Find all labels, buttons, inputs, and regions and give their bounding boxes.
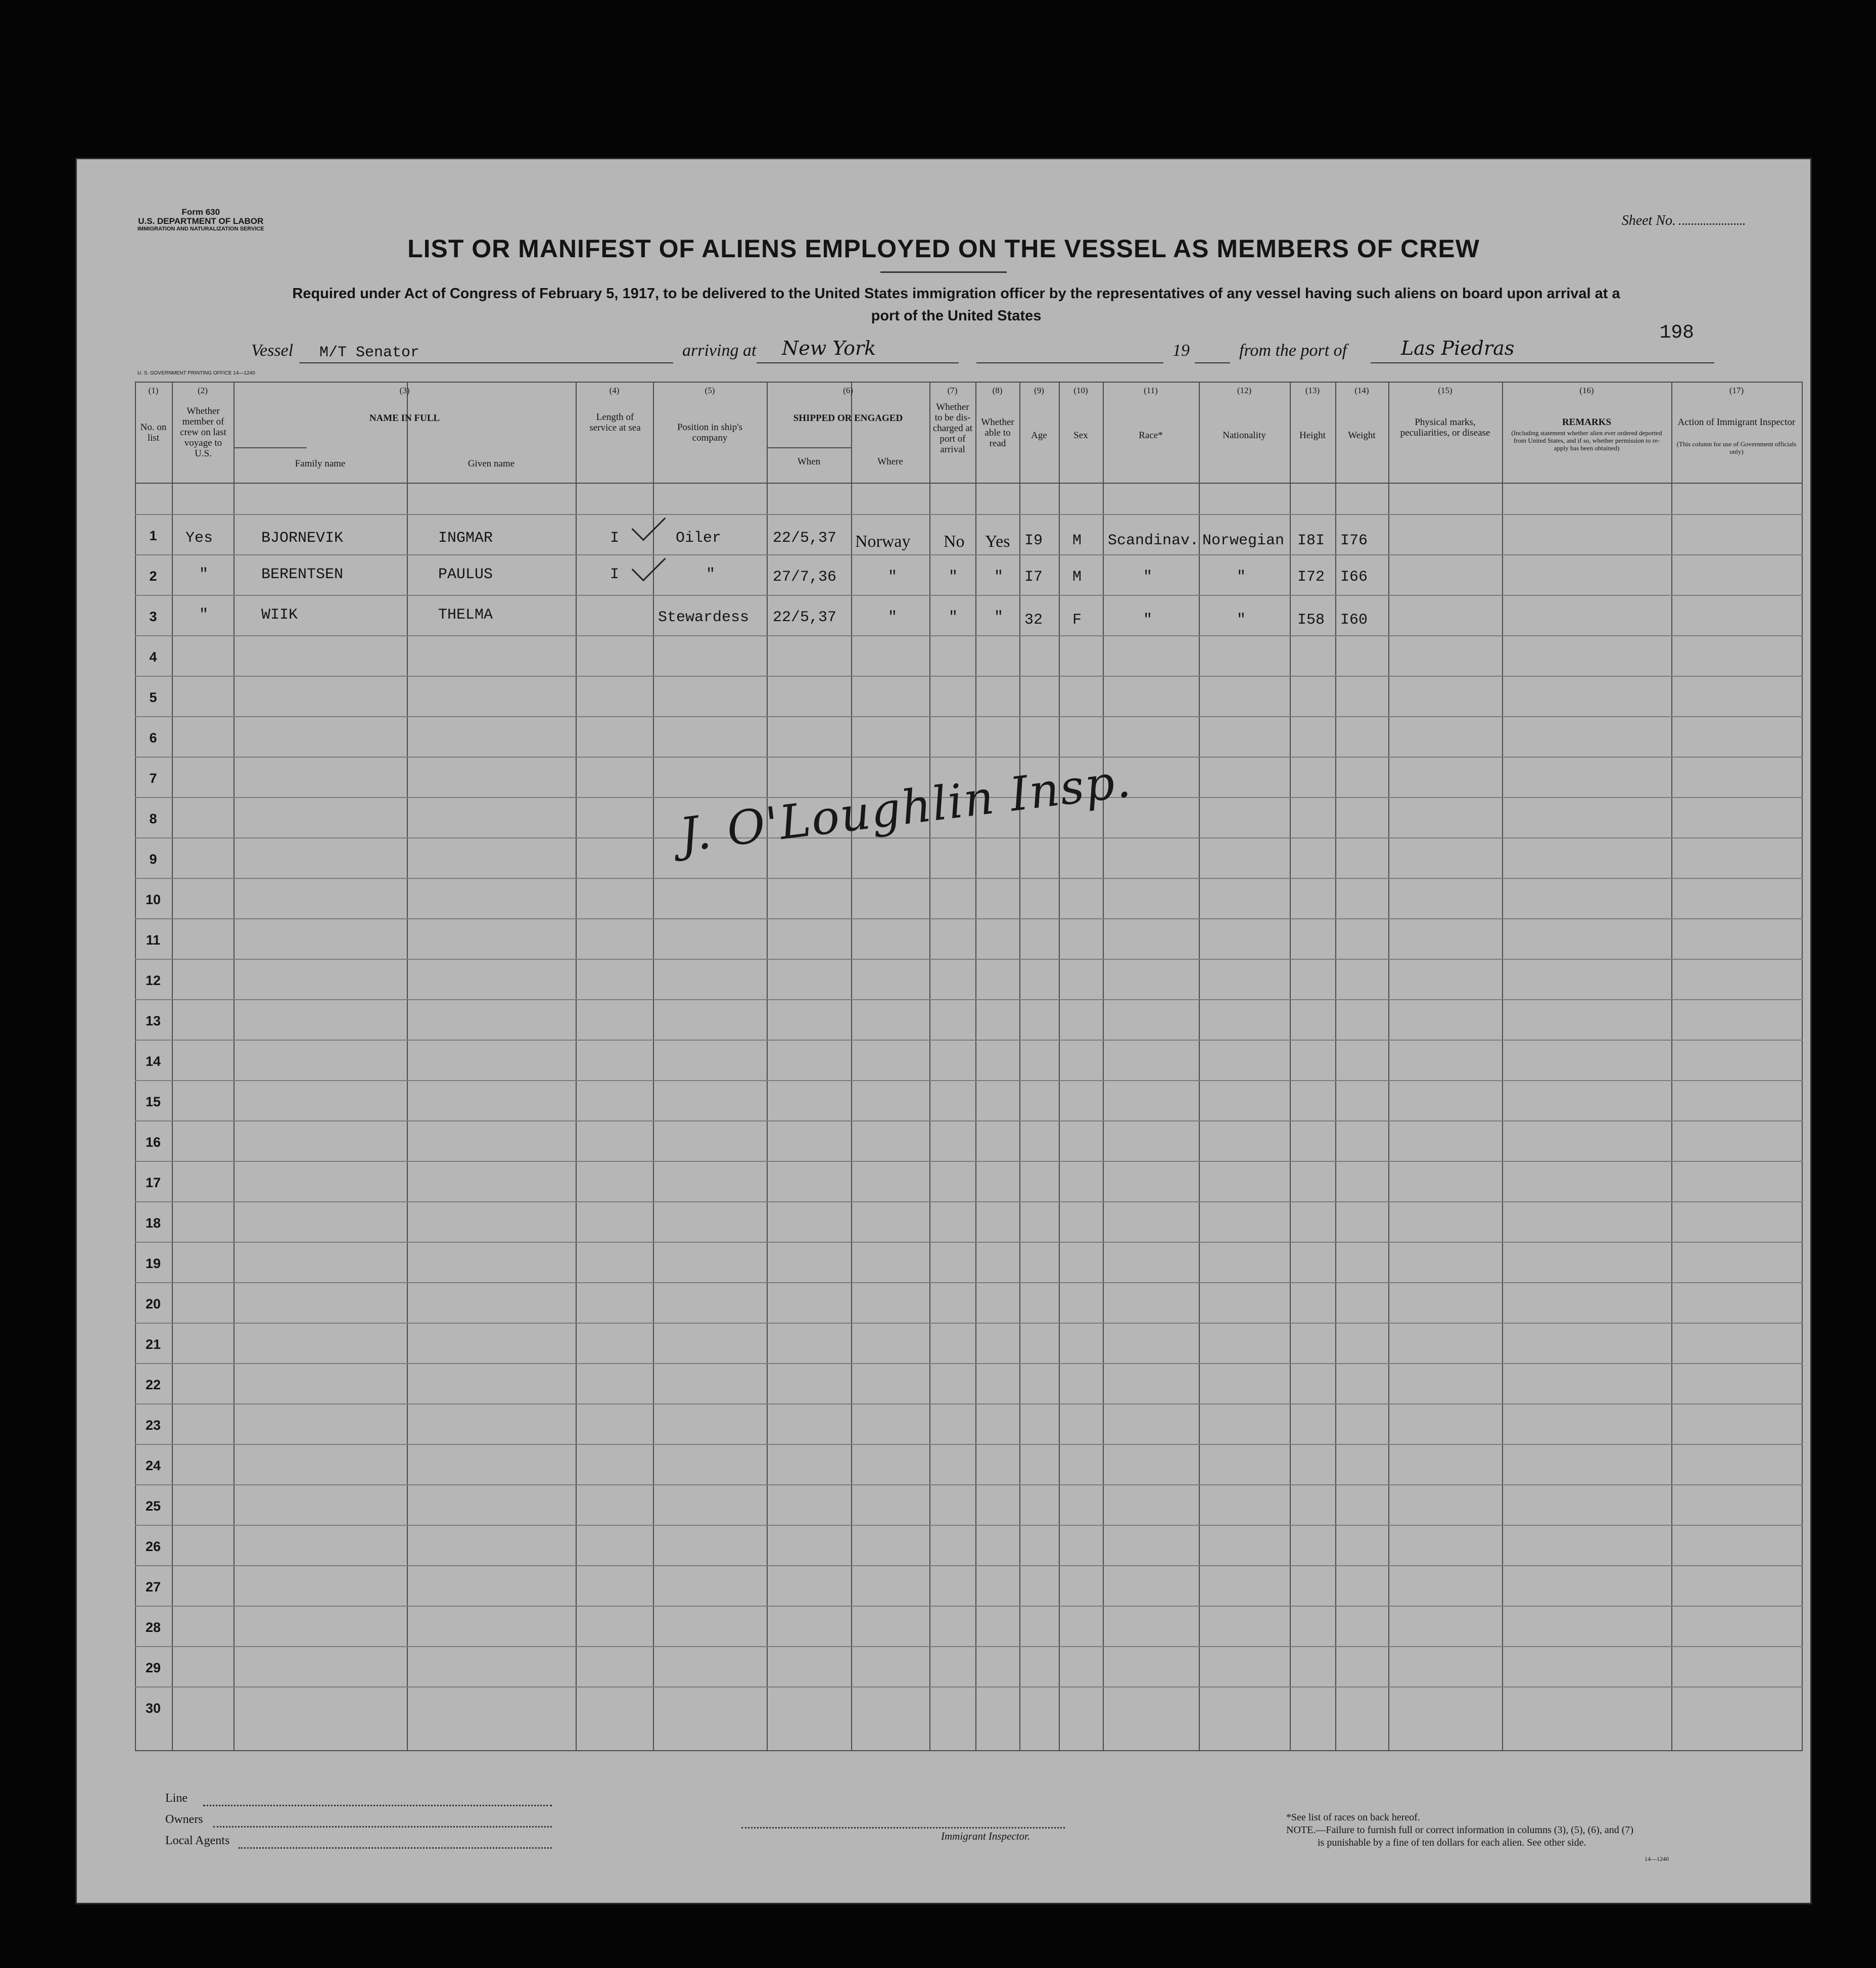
check-mark <box>632 547 666 582</box>
row-number: 22 <box>145 1377 161 1392</box>
column-divider <box>767 382 768 1750</box>
sheet-stamp-number: 198 <box>1659 322 1694 344</box>
header-position: Position in ship's company <box>677 422 743 443</box>
column-divider <box>135 382 136 1750</box>
col-number: (2) <box>198 386 208 395</box>
row-rule <box>135 716 1803 717</box>
row-number: 6 <box>149 730 157 745</box>
row-number: 20 <box>145 1296 161 1311</box>
row-number: 13 <box>145 1013 161 1028</box>
row-rule <box>135 1282 1803 1283</box>
row-number: 10 <box>145 892 161 907</box>
document-subtitle <box>153 283 1760 327</box>
row-rule <box>135 1403 1803 1404</box>
vessel-name: M/T Senator <box>319 344 420 361</box>
row-3-age: 32 <box>1024 612 1043 629</box>
header-bottom-border <box>135 483 1803 484</box>
from-port: Las Piedras <box>1401 337 1515 359</box>
footer-owners-blank <box>213 1826 552 1828</box>
row-number: 5 <box>149 690 157 705</box>
row-2-when: 27/7,36 <box>773 569 837 586</box>
row-number: 17 <box>145 1175 161 1190</box>
footer-note-penalty-cont: is punishable by a fine of ten dollars for each alien. See other side. <box>1318 1837 1586 1848</box>
col-number: (9) <box>1034 386 1044 395</box>
row-number: 15 <box>145 1094 161 1109</box>
col-number: (10) <box>1073 386 1088 395</box>
manifest-sheet <box>77 159 1810 1903</box>
row-3-last-voyage: " <box>199 606 209 624</box>
header-physical-marks: Physical marks, peculiarities, or disease <box>1400 417 1490 438</box>
row-3-when: 22/5,37 <box>773 609 837 626</box>
service-name: IMMIGRATION AND NATURALIZATION SERVICE <box>137 226 264 232</box>
row-1-height: I8I <box>1297 532 1325 549</box>
header-sex: Sex <box>1073 430 1088 441</box>
row-3-weight: I60 <box>1340 612 1368 629</box>
row-1-sex: M <box>1072 532 1082 549</box>
row-rule <box>135 1161 1803 1162</box>
row-2-nationality: " <box>1237 569 1246 586</box>
row-number: 29 <box>145 1660 161 1675</box>
header-height: Height <box>1299 430 1326 441</box>
row-rule <box>135 595 1803 596</box>
footer-inspector-label: Immigrant Inspector. <box>941 1830 1030 1842</box>
row-1-when: 22/5,37 <box>773 530 837 547</box>
table-bottom-border <box>135 1750 1803 1751</box>
header-inspector-note: (This column for use of Government officials only) <box>1676 440 1797 455</box>
vessel-underline <box>299 362 673 363</box>
check-mark <box>632 507 666 541</box>
row-2-weight: I66 <box>1340 569 1368 586</box>
year-label: 19 <box>1172 341 1190 360</box>
header-able-to-read: Whether able to read <box>981 417 1014 449</box>
row-3-family-name: WIIK <box>261 606 298 624</box>
arriving-label: arriving at <box>682 341 757 360</box>
row-number: 24 <box>145 1458 161 1473</box>
row-3-sex: F <box>1072 612 1082 629</box>
header-age: Age <box>1031 430 1047 441</box>
row-number: 28 <box>145 1620 161 1635</box>
col-number: (1) <box>148 386 159 395</box>
row-1-discharged: No <box>944 532 965 551</box>
column-divider <box>929 382 930 1750</box>
row-2-service: I <box>610 566 620 583</box>
subtitle-line-1: Required under Act of Congress of February 5, 1917, to be delivered to the United States immigration officer by the representatives of any vessel having such aliens on board upon arrival at a <box>292 286 1620 302</box>
column-divider <box>576 382 577 1750</box>
header-discharged: Whether to be dis-charged at port of arrival <box>932 402 973 455</box>
column-divider <box>1103 382 1104 1750</box>
row-number: 27 <box>145 1579 161 1595</box>
row-rule <box>135 1040 1803 1041</box>
row-number: 23 <box>145 1418 161 1433</box>
row-3-read: " <box>994 609 1004 626</box>
header-last-voyage: Whether member of crew on last voyage to U.S. <box>180 406 226 459</box>
header-remarks-note: (Including statement whether alien ever ordered deported from United States, and if so, whether permission to re-apply has been obtained) <box>1511 429 1662 452</box>
vessel-info-line <box>77 337 1810 366</box>
col-number: (6) <box>843 386 853 395</box>
row-number: 26 <box>145 1539 161 1554</box>
row-rule <box>135 1525 1803 1526</box>
row-rule <box>135 1201 1803 1202</box>
row-number: 9 <box>149 852 157 867</box>
column-divider <box>1502 382 1503 1750</box>
header-length-of-service: Length of service at sea <box>589 412 641 433</box>
printer-mark: U. S. GOVERNMENT PRINTING OFFICE 14—1240 <box>137 370 255 376</box>
row-number: 16 <box>145 1135 161 1150</box>
row-1-race: Scandinav. <box>1108 532 1199 549</box>
date-underline <box>976 362 1163 363</box>
header-where: Where <box>877 456 903 467</box>
row-rule <box>135 959 1803 960</box>
col-number: (13) <box>1305 386 1320 395</box>
row-rule <box>135 837 1803 838</box>
column-divider <box>1335 382 1336 1750</box>
row-number: 12 <box>145 973 161 988</box>
row-1-where: Norway <box>855 532 911 551</box>
row-1-weight: I76 <box>1340 532 1368 549</box>
sheet-number-field <box>1622 213 1745 229</box>
crew-table <box>135 382 1803 1750</box>
col-number: (15) <box>1438 386 1452 395</box>
row-number: 1 <box>149 528 157 543</box>
row-rule <box>135 1606 1803 1607</box>
row-3-race: " <box>1143 612 1153 629</box>
row-number: 2 <box>149 569 157 584</box>
row-rule <box>135 1242 1803 1243</box>
row-number: 25 <box>145 1498 161 1514</box>
row-2-read: " <box>994 569 1004 586</box>
row-1-last-voyage: Yes <box>185 530 213 547</box>
footer-line-label: Line <box>165 1792 187 1805</box>
row-rule <box>135 514 1803 515</box>
column-divider <box>1671 382 1672 1750</box>
year-underline <box>1195 362 1230 363</box>
row-number: 8 <box>149 811 157 826</box>
form-number: Form 630 <box>181 207 220 217</box>
row-1-read: Yes <box>985 532 1010 551</box>
header-family-name: Family name <box>295 458 346 469</box>
row-1-given-name: INGMAR <box>438 530 493 547</box>
col-number: (17) <box>1729 386 1744 395</box>
footer-note-races: *See list of races on back hereof. <box>1286 1812 1420 1823</box>
row-rule <box>135 918 1803 919</box>
vessel-label: Vessel <box>251 341 294 360</box>
row-rule <box>135 1444 1803 1445</box>
header-weight: Weight <box>1348 430 1376 441</box>
col-number: (11) <box>1144 386 1158 395</box>
row-2-last-voyage: " <box>199 566 209 583</box>
subtitle-line-2: port of the United States <box>871 308 1042 324</box>
footer-agents-label: Local Agents <box>165 1834 230 1847</box>
row-3-where: " <box>888 609 898 626</box>
header-given-name: Given name <box>467 458 515 469</box>
row-rule <box>135 1484 1803 1485</box>
row-2-race: " <box>1143 569 1153 586</box>
row-rule <box>135 676 1803 677</box>
row-2-discharged: " <box>949 569 958 586</box>
row-1-service: I <box>610 530 620 547</box>
row-number: 11 <box>146 932 161 948</box>
row-rule <box>135 635 1803 636</box>
row-rule <box>135 554 1803 555</box>
from-port-label: from the port of <box>1239 341 1347 360</box>
column-divider <box>1059 382 1060 1750</box>
row-3-nationality: " <box>1237 612 1246 629</box>
col-number: (14) <box>1354 386 1369 395</box>
row-rule <box>135 1565 1803 1566</box>
footer-owners-label: Owners <box>165 1813 203 1826</box>
footer-line-blank <box>203 1805 552 1806</box>
row-3-given-name: THELMA <box>438 606 493 624</box>
row-number: 21 <box>145 1337 161 1352</box>
column-divider <box>1802 382 1803 1750</box>
col-number: (16) <box>1579 386 1594 395</box>
row-rule <box>135 1646 1803 1647</box>
row-rule <box>135 1363 1803 1364</box>
row-number: 4 <box>149 649 157 665</box>
inspector-signature: J. O'Loughlin Insp. <box>676 753 1135 863</box>
header-when: When <box>797 456 821 467</box>
col-number: (8) <box>992 386 1003 395</box>
row-3-discharged: " <box>949 609 958 626</box>
row-rule <box>135 1686 1803 1688</box>
column-divider <box>407 382 408 1750</box>
row-3-height: I58 <box>1297 612 1325 629</box>
shipped-subheader-rule <box>767 447 851 448</box>
col-number: (5) <box>705 386 715 395</box>
row-2-position: " <box>706 566 716 583</box>
row-rule <box>135 757 1803 758</box>
row-rule <box>135 1120 1803 1121</box>
header-race: Race* <box>1139 430 1163 441</box>
row-2-given-name: PAULUS <box>438 566 493 583</box>
header-nationality: Nationality <box>1223 430 1266 441</box>
row-1-age: I9 <box>1024 532 1043 549</box>
row-number: 3 <box>149 609 157 624</box>
document-title: LIST OR MANIFEST OF ALIENS EMPLOYED ON THE VESSEL AS MEMBERS OF CREW <box>407 235 1480 263</box>
row-2-age: I7 <box>1024 569 1043 586</box>
row-number: 14 <box>145 1054 161 1069</box>
sheet-label: Sheet No. <box>1621 213 1676 228</box>
row-number: 19 <box>145 1256 161 1271</box>
row-1-family-name: BJORNEVIK <box>261 530 344 547</box>
footer-note-penalty: NOTE.—Failure to furnish full or correct information in columns (3), (5), (6), and (7) <box>1286 1824 1634 1836</box>
footer-agents-blank <box>239 1847 552 1849</box>
from-underline <box>1371 362 1714 363</box>
department-name: U.S. DEPARTMENT OF LABOR <box>138 216 264 226</box>
column-divider <box>653 382 654 1750</box>
column-divider <box>1290 382 1291 1750</box>
header-shipped-engaged: SHIPPED OR ENGAGED <box>793 413 903 424</box>
column-divider <box>1019 382 1020 1750</box>
footer-code: 14—1240 <box>1645 1855 1669 1862</box>
row-2-height: I72 <box>1297 569 1325 586</box>
row-rule <box>135 1080 1803 1081</box>
col-number: (7) <box>947 386 958 395</box>
header-inspector-action: Action of Immigrant Inspector <box>1677 417 1796 428</box>
row-rule <box>135 999 1803 1000</box>
column-divider <box>1388 382 1389 1750</box>
row-1-position: Oiler <box>676 530 722 547</box>
title-rule <box>880 271 1007 273</box>
row-1-nationality: Norwegian <box>1202 532 1285 549</box>
column-divider <box>851 382 852 1750</box>
row-rule <box>135 878 1803 879</box>
row-2-sex: M <box>1072 569 1082 586</box>
arriving-port: New York <box>782 337 876 359</box>
form-identifier <box>137 208 264 232</box>
name-subheader-rule <box>233 447 307 448</box>
arriving-underline <box>757 362 959 363</box>
column-divider <box>172 382 173 1750</box>
row-3-position: Stewardess <box>658 609 749 626</box>
row-number: 7 <box>149 771 157 786</box>
column-divider <box>975 382 976 1750</box>
inspector-signature-blank <box>741 1827 1065 1829</box>
row-number: 18 <box>145 1215 161 1231</box>
col-number: (4) <box>609 386 620 395</box>
sheet-blank <box>1679 223 1745 225</box>
row-number: 30 <box>145 1701 161 1716</box>
column-divider <box>1199 382 1200 1750</box>
row-2-where: " <box>888 569 898 586</box>
header-name-in-full: NAME IN FULL <box>369 413 440 424</box>
column-divider <box>233 382 234 1750</box>
row-rule <box>135 1323 1803 1324</box>
col-number: (3) <box>399 386 410 395</box>
row-2-family-name: BERENTSEN <box>261 566 344 583</box>
col-number: (12) <box>1237 386 1252 395</box>
header-remarks: REMARKS <box>1562 417 1612 428</box>
table-top-border <box>135 382 1803 383</box>
header-no-on-list: No. on list <box>140 422 167 443</box>
